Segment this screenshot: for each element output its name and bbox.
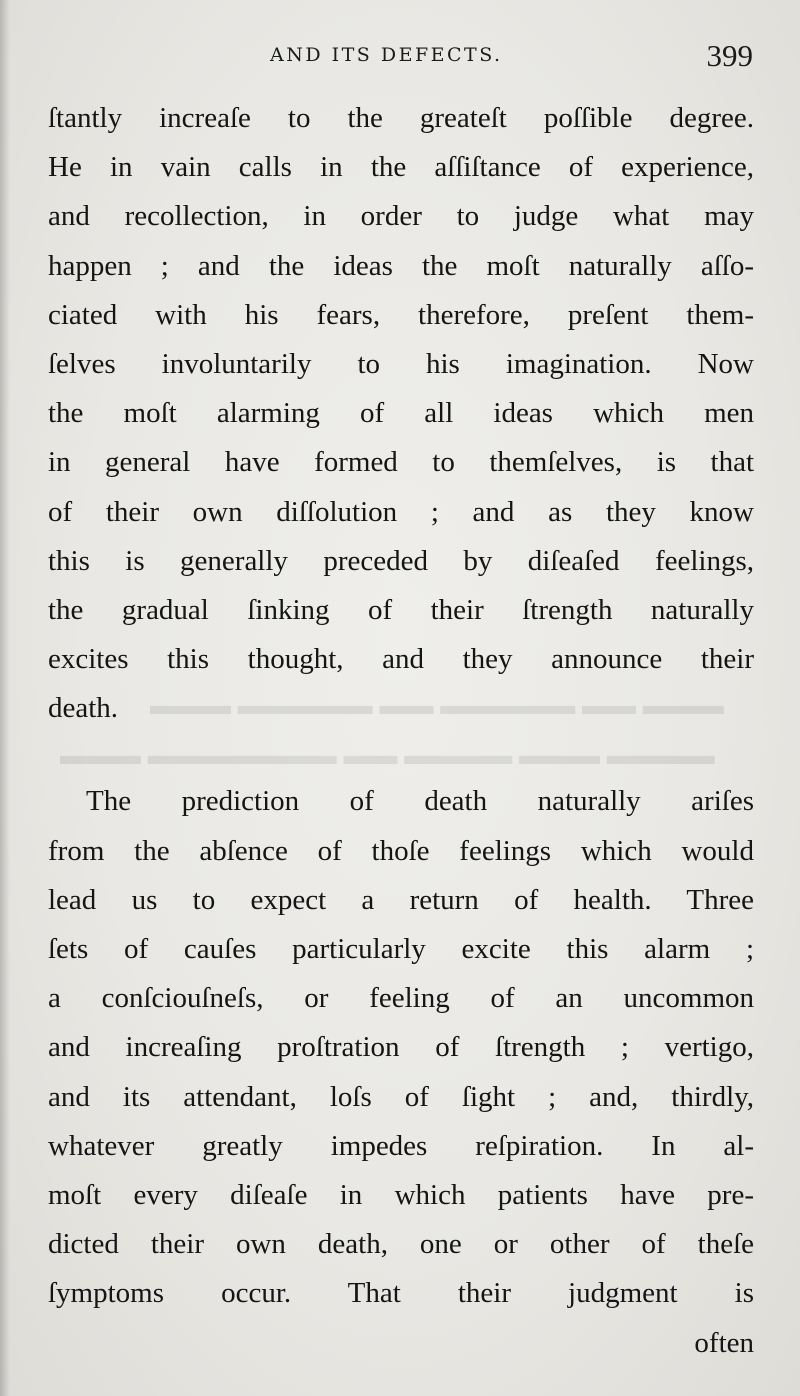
text-line: dicted their own death, one or other of theſe [48, 1228, 754, 1261]
running-head [48, 38, 753, 88]
page-number: 399 [706, 38, 753, 73]
paragraph-1 [48, 94, 754, 733]
text-line: of their own diſſolution ; and as they know [48, 495, 754, 528]
body-text [48, 94, 754, 1368]
running-title: AND ITS DEFECTS. [270, 44, 503, 66]
text-line: death. [48, 692, 119, 725]
page-edge-shadow [0, 0, 10, 1396]
text-line: The prediction of death naturally ariſes [86, 785, 754, 818]
text-line: ſelves involuntarily to his imagination. Now [48, 347, 754, 380]
text-line: whatever greatly impedes reſpiration. In al- [48, 1129, 754, 1162]
text-line: and increaſing proſtration of ſtrength ; vertigo, [48, 1031, 754, 1064]
text-line: from the abſence of thoſe feelings which would [48, 834, 754, 867]
text-line: excites this thought, and they announce their [48, 643, 754, 676]
text-line: moſt every diſeaſe in which patients have pre- [48, 1178, 754, 1211]
text-line: the gradual ſinking of their ſtrength naturally [48, 593, 754, 626]
text-line: in general have formed to themſelves, is that [48, 446, 754, 479]
text-line: ciated with his fears, therefore, preſent them- [48, 298, 754, 331]
text-line: happen ; and the ideas the moſt naturally aſſo- [48, 249, 754, 282]
text-line: this is generally preceded by diſeaſed feelings, [48, 544, 754, 577]
text-line: and its attendant, loſs of ſight ; and, thirdly, [48, 1080, 754, 1113]
show-through-texture: ▬▬▬▬ ▬▬▬ ▬▬▬▬ ▬▬ ▬▬▬▬▬▬▬ ▬▬▬ [60, 740, 715, 770]
catchword: often [694, 1326, 754, 1359]
text-line: lead us to expect a return of health. Three [48, 883, 754, 916]
text-line: ſymptoms occur. That their judgment is [48, 1277, 754, 1310]
text-line: and recollection, in order to judge what may [48, 200, 754, 233]
paragraph-2 [48, 777, 754, 1318]
text-line: ſtantly increaſe to the greateſt poſſible degree. [48, 102, 754, 134]
paragraph-spacer [48, 733, 754, 777]
text-line: ſets of cauſes particularly excite this alarm ; [48, 933, 754, 965]
text-line: the moſt alarming of all ideas which men [48, 397, 754, 430]
text-line: a conſciouſneſs, or feeling of an uncommon [48, 982, 754, 1015]
show-through-texture: ▬▬▬ ▬▬ ▬▬▬▬▬ ▬▬ ▬▬▬▬▬ ▬▬▬ [150, 690, 724, 720]
text-line: He in vain calls in the aſſiſtance of experience, [48, 151, 754, 184]
